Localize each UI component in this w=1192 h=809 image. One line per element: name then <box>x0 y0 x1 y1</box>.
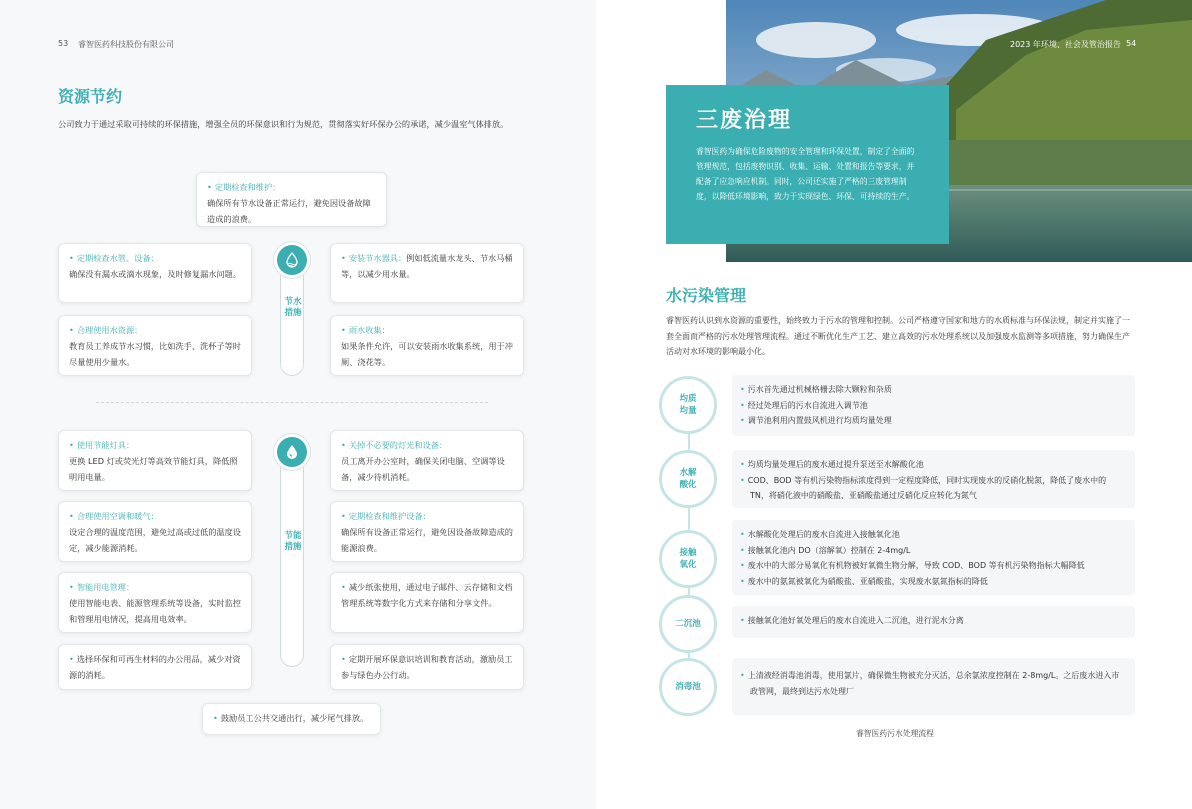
water-measures-pill <box>280 250 304 376</box>
energy-measures-pill <box>280 442 304 667</box>
card-body: 确保没有漏水或滴水现象，及时修复漏水问题。 <box>69 269 241 279</box>
card-body: 员工离开办公室时，确保关闭电脑、空调等设备，减少待机消耗。 <box>341 456 505 482</box>
section-divider <box>96 402 488 403</box>
step-card-5: • 上清液经消毒池消毒，使用氯片，确保微生物被充分灭活，总余氯浓度控制在 2-8mg/L。之后废水进入市政管网，最终到达污水处理厂 <box>732 658 1135 715</box>
card-body: 确保所有节水设备正常运行，避免因设备故障造成的浪费。 <box>207 198 371 224</box>
energy-card-5: • 智能用电管理： 使用智能电表、能源管理系统等设备，实时监控和管理用电情况，提高用电效率。 <box>58 572 252 633</box>
figure-caption: 睿智医药污水处理流程 <box>856 729 934 738</box>
step-circle-2 <box>659 450 717 508</box>
water-top-card: • 定期检查和维护： 确保所有节水设备正常运行，避免因设备故障造成的浪费。 <box>196 172 387 227</box>
card-body: 确保所有设备正常运行，避免因设备故障造成的能源浪费。 <box>341 527 513 553</box>
water-measures-label: 节水措施 <box>284 297 302 318</box>
intro-paragraph: 公司致力于通过采取可持续的环保措施，增强全员的环保意识和行为规范，贯彻落实好环保办公的承诺，减少温室气体排放。 <box>58 119 509 129</box>
card-title: 定期检查和维护： <box>214 182 281 192</box>
step-name: 接触氧化 <box>679 548 697 570</box>
water-card-2: • 安装节水器具：例如低流量水龙头、节水马桶等，以减少用水量。 <box>330 243 524 303</box>
energy-card-3: • 合理使用空调和暖气： 设定合理的温度范围，避免过高或过低的温度设定，减少能源消耗。 <box>58 501 252 562</box>
card-body: 更换 LED 灯或荧光灯等高效节能灯具，降低照明用电量。 <box>69 456 238 482</box>
hero-title: 三废治理 <box>696 108 793 133</box>
report-header: 2023 年环境、社会及管治报告 <box>1010 40 1121 49</box>
card-title: 关掉不必要的灯光和设备： <box>348 440 448 450</box>
card-body: 鼓励员工公共交通出行，减少尾气排放。 <box>220 713 369 723</box>
step-circle-5 <box>659 658 717 716</box>
page-number: 53 <box>58 39 69 48</box>
step-item: 废水中的大部分易氧化有机物被好氧微生物分解，导致 COD、BOD 等有机污染物指标大幅降低 <box>747 561 1085 570</box>
step-item: 接触氧化池好氧处理后的废水自流进入二沉池，进行泥水分离 <box>747 616 964 625</box>
right-page <box>596 0 1192 809</box>
card-body: 定期开展环保意识培训和教育活动，激励员工参与绿色办公行动。 <box>341 654 513 680</box>
step-item: 废水中的氨氮被氧化为硝酸盐、亚硝酸盐，实现废水氨氮指标的降低 <box>747 576 988 586</box>
energy-card-6: • 减少纸张使用，通过电子邮件、云存储和文档管理系统等数字化方式来存储和分享文件。 <box>330 572 524 633</box>
water-intro-paragraph: 睿智医药认识到水资源的重要性，始终致力于污水的管理和控制。公司严格遵守国家和地方的水质标准与环保法规，制定并实施了一套全面而严格的污水处理管理流程。通过不断优化生产工艺、建立高效的污水处理系统以及加强废水监测等多项措施，努力确保生产活动对水环境的影响最小化。 <box>666 316 1130 356</box>
energy-bottom-card: • 鼓励员工公共交通出行，减少尾气排放。 <box>202 703 381 735</box>
step-item: 经过处理后的污水自流进入调节池 <box>747 400 868 410</box>
card-body: 如果条件允许，可以安装雨水收集系统，用于冲厕、浇花等。 <box>341 341 513 367</box>
hero-box <box>666 85 949 244</box>
step-item: 接触氧化池内 DO（溶解氧）控制在 2-4mg/L <box>747 545 911 555</box>
company-name: 睿智医药科技股份有限公司 <box>78 40 174 49</box>
water-card-3: • 合理使用水资源： 教育员工养成节水习惯，比如洗手、洗杯子等时尽量使用少量水。 <box>58 315 252 376</box>
energy-card-8: • 定期开展环保意识培训和教育活动，激励员工参与绿色办公行动。 <box>330 644 524 690</box>
section-title-water-pollution: 水污染管理 <box>666 286 747 305</box>
energy-card-7: • 选择环保和可再生材料的办公用品，减少对资源的消耗。 <box>58 644 252 690</box>
step-item: 上清液经消毒池消毒，使用氯片，确保微生物被充分灭活，总余氯浓度控制在 2-8mg/L。之后废水进入市政管网，最终到达污水处理厂 <box>747 671 1120 696</box>
card-body: 设定合理的温度范围，避免过高或过低的温度设定，减少能源消耗。 <box>69 527 241 553</box>
card-title: 合理使用空调和暖气： <box>76 511 159 521</box>
card-body: 使用智能电表、能源管理系统等设备，实时监控和管理用电情况，提高用电效率。 <box>69 598 241 624</box>
hero-body: 睿智医药为确保危险废物的安全管理和环保处置，制定了全面的管理规范，包括废物识别、收集、运输、处置和报告等要求，并配备了应急响应机制。同时，公司还实施了严格的三废管理制度，以降低环境影响，致力于实现绿色、环保、可持续的生产。 <box>696 147 915 201</box>
step-name: 二沉池 <box>675 619 701 629</box>
section-title-resource-saving: 资源节约 <box>58 87 123 106</box>
page-number: 54 <box>1126 39 1137 48</box>
energy-card-4: • 定期检查和维护设备： 确保所有设备正常运行，避免因设备故障造成的能源浪费。 <box>330 501 524 562</box>
step-item: 污水首先通过机械格栅去除大颗粒和杂质 <box>747 385 892 394</box>
card-body: 选择环保和可再生材料的办公用品，减少对资源的消耗。 <box>69 654 241 680</box>
card-title: 定期检查水管、设备： <box>76 253 159 263</box>
step-card-1: • 污水首先通过机械格栅去除大颗粒和杂质 • 经过处理后的污水自流进入调节池 • 调节池利用内置鼓风机进行均质均量处理 <box>732 375 1135 436</box>
step-circle-1 <box>659 376 717 434</box>
water-card-4: • 雨水收集： 如果条件允许，可以安装雨水收集系统，用于冲厕、浇花等。 <box>330 315 524 376</box>
water-card-1: • 定期检查水管、设备： 确保没有漏水或滴水现象，及时修复漏水问题。 <box>58 243 252 303</box>
card-body: 例如低流量水龙头、节水马桶等，以减少用水量。 <box>341 253 513 279</box>
card-body: 减少纸张使用，通过电子邮件、云存储和文档管理系统等数字化方式来存储和分享文件。 <box>341 582 513 608</box>
energy-drop-icon <box>273 433 311 471</box>
step-name: 消毒池 <box>675 682 701 692</box>
step-item: COD、BOD 等有机污染物指标浓度得到一定程度降低，同时实现废水的反硝化脱氮，降低了废水中的 TN，将硝化液中的硝酸盐、亚硝酸盐通过反硝化反应转化为氮气 <box>747 475 1107 500</box>
step-circle-4 <box>659 595 717 653</box>
card-title: 智能用电管理： <box>76 582 135 592</box>
step-item: 水解酸化处理后的废水自流进入接触氧化池 <box>747 530 900 539</box>
step-name: 均质均量 <box>679 394 697 416</box>
card-body: 教育员工养成节水习惯，比如洗手、洗杯子等时尽量使用少量水。 <box>69 341 241 367</box>
step-card-3: • 水解酸化处理后的废水自流进入接触氧化池 • 接触氧化池内 DO（溶解氧）控制在 2-4mg/L • 废水中的大部分易氧化有机物被好氧微生物分解，导致 COD、BOD 等有机污染物指标大幅降低 • 废水中的氨氮被氧化为硝酸盐、亚硝酸盐，实现废水氨氮指标的降低 <box>732 520 1135 595</box>
step-item: 调节池利用内置鼓风机进行均质均量处理 <box>747 416 892 425</box>
card-title: 使用节能灯具： <box>76 440 135 450</box>
energy-card-1: • 使用节能灯具： 更换 LED 灯或荧光灯等高效节能灯具，降低照明用电量。 <box>58 430 252 491</box>
step-card-4: • 接触氧化池好氧处理后的废水自流进入二沉池，进行泥水分离 <box>732 606 1135 638</box>
step-circle-3 <box>659 530 717 588</box>
energy-measures-label: 节能措施 <box>284 531 302 552</box>
step-card-2: • 均质均量处理后的废水通过提升泵送至水解酸化池 • COD、BOD 等有机污染物指标浓度得到一定程度降低，同时实现废水的反硝化脱氮，降低了废水中的 TN，将硝化液中的硝酸盐、亚硝酸盐通过反硝化反应转化为氮气 <box>732 450 1135 508</box>
card-title: 定期检查和维护设备： <box>348 511 431 521</box>
step-name: 水解酸化 <box>679 468 697 490</box>
card-title: 雨水收集： <box>348 325 390 335</box>
step-item: 均质均量处理后的废水通过提升泵送至水解酸化池 <box>747 460 924 469</box>
card-title: 安装节水器具： <box>348 253 407 263</box>
card-title: 合理使用水资源： <box>76 325 143 335</box>
water-drop-waves-icon <box>273 241 311 279</box>
energy-card-2: • 关掉不必要的灯光和设备： 员工离开办公室时，确保关闭电脑、空调等设备，减少待机消耗。 <box>330 430 524 491</box>
